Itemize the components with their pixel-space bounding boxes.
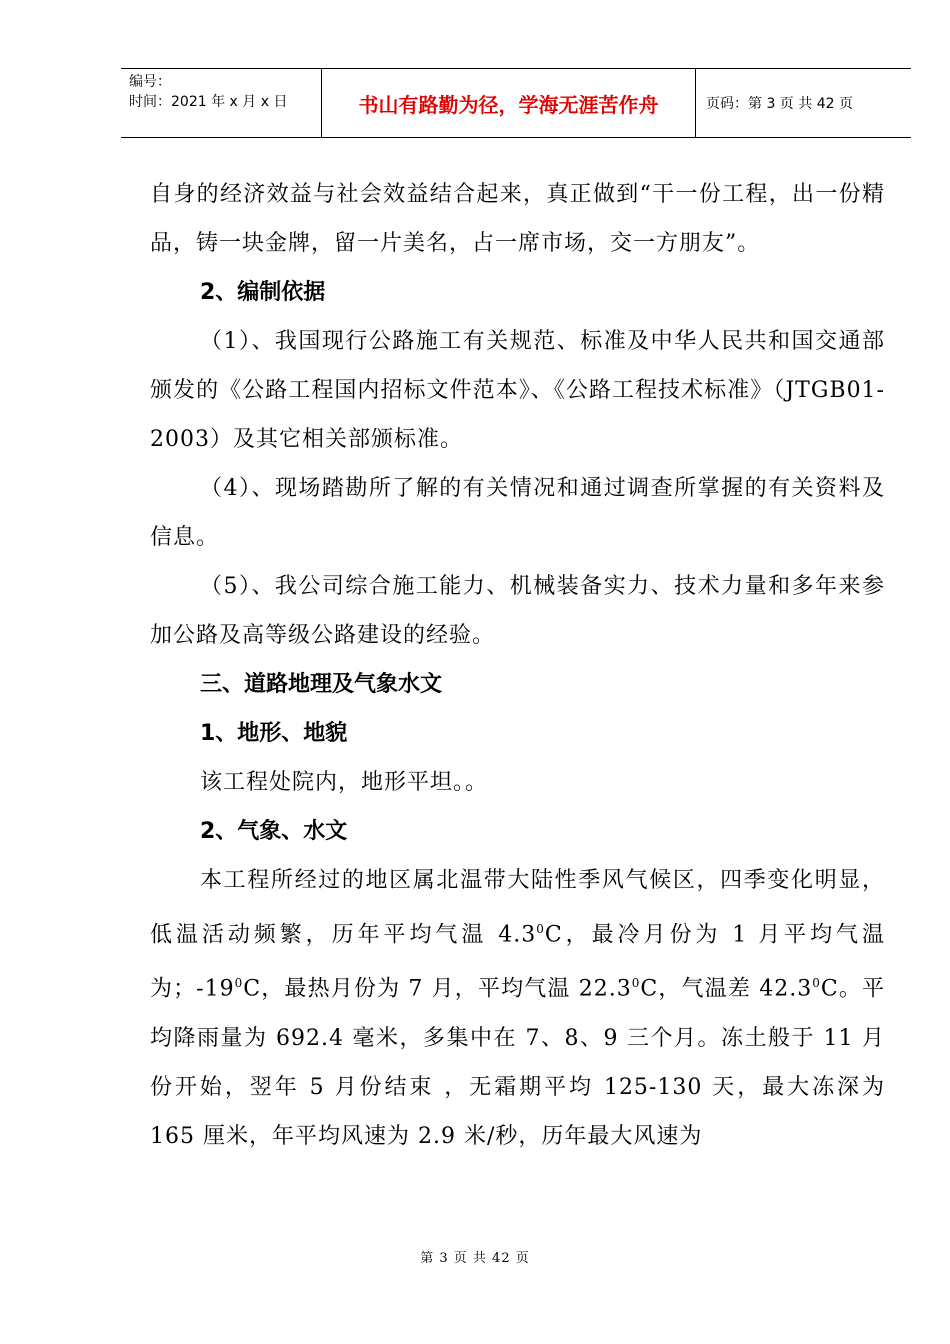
document-number-label: 编号： <box>129 74 171 90</box>
paragraph: （5）、我公司综合施工能力、机械装备实力、技术力量和多年来参加公路及高等级公路建设的经验。 <box>150 574 885 648</box>
climate-paragraph <box>150 856 885 1161</box>
header-meta <box>121 69 322 137</box>
page-header <box>121 68 911 138</box>
page-footer: 第 3 页 共 42 页 <box>420 1251 530 1266</box>
section-heading: 2、编制依据 <box>200 280 326 305</box>
section-heading: 三、道路地理及气象水文 <box>200 672 443 697</box>
degree-superscript: 0 <box>536 922 545 936</box>
text-segment: C。平均降雨量为 692.4 毫米，多集中在 7、8、9 三个月。冻土般于 11 月份开始，翌年 5 月份结束 ，无霜期平均 125-130 天，最大冻深为 165 厘米，年平均风速为 2.9 米/秒，历年最大风速为 <box>150 976 886 1149</box>
text-segment: C，气温差 42.3 <box>640 976 813 1002</box>
degree-superscript: 0 <box>631 976 641 991</box>
document-time: 时间：2021 年 x 月 x 日 <box>129 94 288 110</box>
section-heading: 1、地形、地貌 <box>200 721 348 746</box>
text-segment: 本工程所经过的地区属北温带大陆性季风气候区，四季变化明显，低温活动频繁，历年平均气温 4.3 <box>150 868 885 948</box>
degree-superscript: 0 <box>234 976 244 991</box>
section-heading: 2、气象、水文 <box>200 819 348 844</box>
document-body <box>150 170 885 1161</box>
paragraph: 自身的经济效益与社会效益结合起来，真正做到“干一份工程，出一份精品，铸一块金牌，留一片美名，占一席市场，交一方朋友”。 <box>150 182 885 256</box>
paragraph: 该工程处院内，地形平坦。。 <box>200 770 489 795</box>
paragraph: （4）、现场踏勘所了解的有关情况和通过调查所掌握的有关资料及信息。 <box>150 476 885 550</box>
header-motto: 书山有路勤为径，学海无涯苦作舟 <box>322 69 696 137</box>
paragraph: （1）、我国现行公路施工有关规范、标准及中华人民共和国交通部颁发的《公路工程国内招标文件范本》、《公路工程技术标准》（JTGB01-2003）及其它相关部颁标准。 <box>150 329 885 452</box>
text-segment: C，最冷月份为 1 月平均气温为；-19 <box>150 922 885 1002</box>
degree-superscript: 0 <box>812 976 821 991</box>
text-segment: C，最热月份为 7 月，平均气温 22.3 <box>243 976 632 1002</box>
header-page-info: 页码：第 3 页 共 42 页 <box>706 96 853 112</box>
